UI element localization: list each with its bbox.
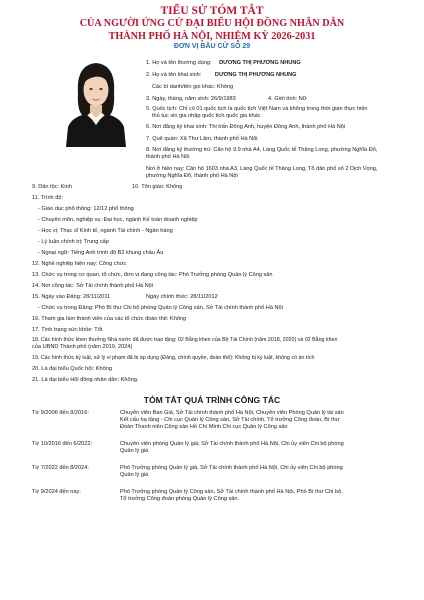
item-religion: 10. Tôn giáo: Không xyxy=(132,184,183,190)
item-birth-name-value: DƯƠNG THỊ PHƯƠNG NHUNG xyxy=(214,72,297,78)
career-desc-3 xyxy=(120,465,388,479)
item-discipline: 19. Các hình thức kỷ luật, xử lý vi phạm đã bị áp dụng (Đảng, chính quyền, đoàn thể): Không bị kỷ luật, không có án tích xyxy=(32,355,315,361)
item-education-heading: 11. Trình độ: xyxy=(32,195,63,201)
item-party-position: - Chức vụ trong Đảng: Phó Bí thư Chi bộ phòng Quản lý Công sản, Sở Tài chính thành phố Hà Nội xyxy=(38,305,283,311)
career-desc-1-line-1: Chuyên viên Ban Giá, Sở Tài chính thành phố Hà Nội, Chuyên viên Phòng Quản lý tài sản xyxy=(120,410,344,416)
item-council-delegate: 21. Là đại biểu Hội đồng nhân dân: Không. xyxy=(32,377,139,383)
item-education-degree: - Học vị: Thạc sĩ Kinh tế, ngành Tài chính - Ngân hàng xyxy=(38,228,173,234)
portrait-photo xyxy=(58,53,134,147)
career-desc-3-line-1: Phó Trưởng phòng Quản lý giá, Sở Tài chính thành phố Hà Nội, Chi ủy viên Chi bộ phòng xyxy=(120,465,343,471)
item-birth-date: 3. Ngày, tháng, năm sinh: 26/9/1983 xyxy=(146,96,236,102)
item-current-address-line-2: phường Nghĩa Đô, thành phố Hà Nội xyxy=(146,173,238,179)
item-permanent-address-line-1: 8. Nơi đăng ký thường trú: Căn hộ 9.9 nhà A4, Làng Quốc tế Thăng Long, phường Nghĩa Đô, xyxy=(146,147,378,153)
item-permanent-address-line-2: thành phố Hà Nội xyxy=(146,154,190,160)
item-gender: 4. Giới tính: Nữ xyxy=(268,96,307,102)
item-awards-line-1: 18. Các hình thức khen thưởng Nhà nước đã được trao tặng: 02 Bằng khen của Bộ Tài Chính (năm 2018, 2020) và 02 Bằng khen xyxy=(32,337,338,343)
item-birth-name xyxy=(146,72,297,79)
portrait-illustration xyxy=(58,53,134,147)
item-organizations: 16. Tham gia làm thành viên của các tổ chức đoàn thể: Không xyxy=(32,316,187,322)
item-nationality-line-2: thủ tục xin gia nhập quốc tịch quốc gia khác xyxy=(152,113,261,119)
career-desc-4-line-2: Tổ trưởng Công đoàn phòng Quản lý Công sản. xyxy=(120,496,240,503)
career-desc-4-line-1: Phó Trưởng phòng Quản lý Công sản, Sở Tài chính thành phố Hà Nội, Phó Bí thư Chi bộ, xyxy=(120,489,343,495)
item-na-delegate: 20. Là đại biểu Quốc hội: Không xyxy=(32,366,112,372)
item-position: 13. Chức vụ trong cơ quan, tổ chức, đơn vị đang công tác: Phó Trưởng phòng Quản lý Công sản xyxy=(32,272,273,278)
item-awards-line-2: của UBND Thành phố (năm 2019, 2024) xyxy=(32,344,133,350)
career-desc-2 xyxy=(120,441,388,455)
document-subtitle-line-2: THÀNH PHỐ HÀ NỘI, NHIỆM KỲ 2026-2031 xyxy=(108,31,316,42)
item-current-address-line-1: Nơi ở hiện nay: Căn hộ 1603 nhà A3, Làng Quốc tế Thăng Long, Tổ dân phố số 2 Dịch Vọng, xyxy=(146,166,378,172)
career-period-4: Từ 9/2024 đến nay: xyxy=(32,489,81,495)
electoral-unit: ĐƠN VỊ BẦU CỬ SỐ 29 xyxy=(173,43,251,50)
item-education-general: - Giáo dục phổ thông: 12/12 phổ thông xyxy=(38,206,134,212)
document-title: TIỂU SỬ TÓM TẮT xyxy=(160,5,264,17)
career-period-1: Từ 9/2006 đến 9/2016: xyxy=(32,410,89,416)
item-common-name-label: 1. Họ và tên thường dùng: xyxy=(146,60,212,66)
item-health: 17. Tình trạng sức khỏe: Tốt xyxy=(32,327,103,333)
item-nationality-line-1: 5. Quốc tịch: Chỉ có 01 quốc tịch là quốc tịch Việt Nam và không trong thời gian thực hiện xyxy=(146,106,368,112)
item-ethnicity: 9. Dân tộc: Kinh xyxy=(32,184,72,190)
item-birth-registration: 6. Nơi đăng ký khai sinh: Thị trấn Đông Anh, huyện Đông Anh, thành phố Hà Nội xyxy=(146,124,346,130)
item-party-official-date: Ngày chính thức: 28/11/2012 xyxy=(146,294,218,300)
career-section-title: TÓM TẮT QUÁ TRÌNH CÔNG TÁC xyxy=(143,395,281,405)
item-common-name-value: DƯƠNG THỊ PHƯƠNG NHUNG xyxy=(219,60,301,66)
career-desc-3-line-2: Quản lý giá xyxy=(120,472,149,479)
career-desc-1-line-2: Kết cấu hạ tầng - Chi cục Quản lý Công sản, Sở Tài chính, Tổ trưởng Công đoàn, Bí thư xyxy=(120,417,340,424)
item-workplace: 14. Nơi công tác: Sở Tài chính thành phố Hà Nội xyxy=(32,283,154,289)
career-desc-4 xyxy=(120,489,388,503)
item-education-political: - Lý luận chính trị: Trung cấp xyxy=(38,239,109,245)
item-party-join-date: 15. Ngày vào Đảng: 28/11/2011 xyxy=(32,294,111,300)
item-common-name xyxy=(146,60,301,67)
career-desc-1-line-3: Đoàn Thanh niên Cộng sản Hồ Chí Minh Chi cục Quản lý Công sản xyxy=(120,424,288,431)
career-period-3: Từ 7/2022 đến 8/2024: xyxy=(32,465,89,471)
item-birth-name-label: 2. Họ và tên khai sinh: xyxy=(146,72,202,78)
item-aliases: Các bí danh/tên gọi khác: Không xyxy=(152,84,234,90)
career-desc-2-line-1: Chuyên viên phòng Quản lý giá, Sở Tài chính thành phố Hà Nội, Chi ủy viên Chi bộ phòng xyxy=(120,441,344,447)
career-desc-1 xyxy=(120,410,388,432)
item-education-language: - Ngoại ngữ: Tiếng Anh trình độ B2 khung châu Âu xyxy=(38,250,164,256)
item-hometown: 7. Quê quán: Xã Thư Lâm, thành phố Hà Nội xyxy=(146,136,258,142)
document-subtitle-line-1: CỦA NGƯỜI ỨNG CỬ ĐẠI BIỂU HỘI ĐỒNG NHÂN DÂN xyxy=(79,18,345,29)
item-occupation: 12. Nghề nghiệp hiện nay: Công chức xyxy=(32,261,127,267)
career-desc-2-line-2: Quản lý giá xyxy=(120,448,149,455)
item-education-professional: - Chuyên môn, nghiệp vụ: Đại học, ngành Kế toán doanh nghiệp xyxy=(38,217,198,223)
career-period-2: Từ 10/2016 đến 6/2022: xyxy=(32,441,93,447)
